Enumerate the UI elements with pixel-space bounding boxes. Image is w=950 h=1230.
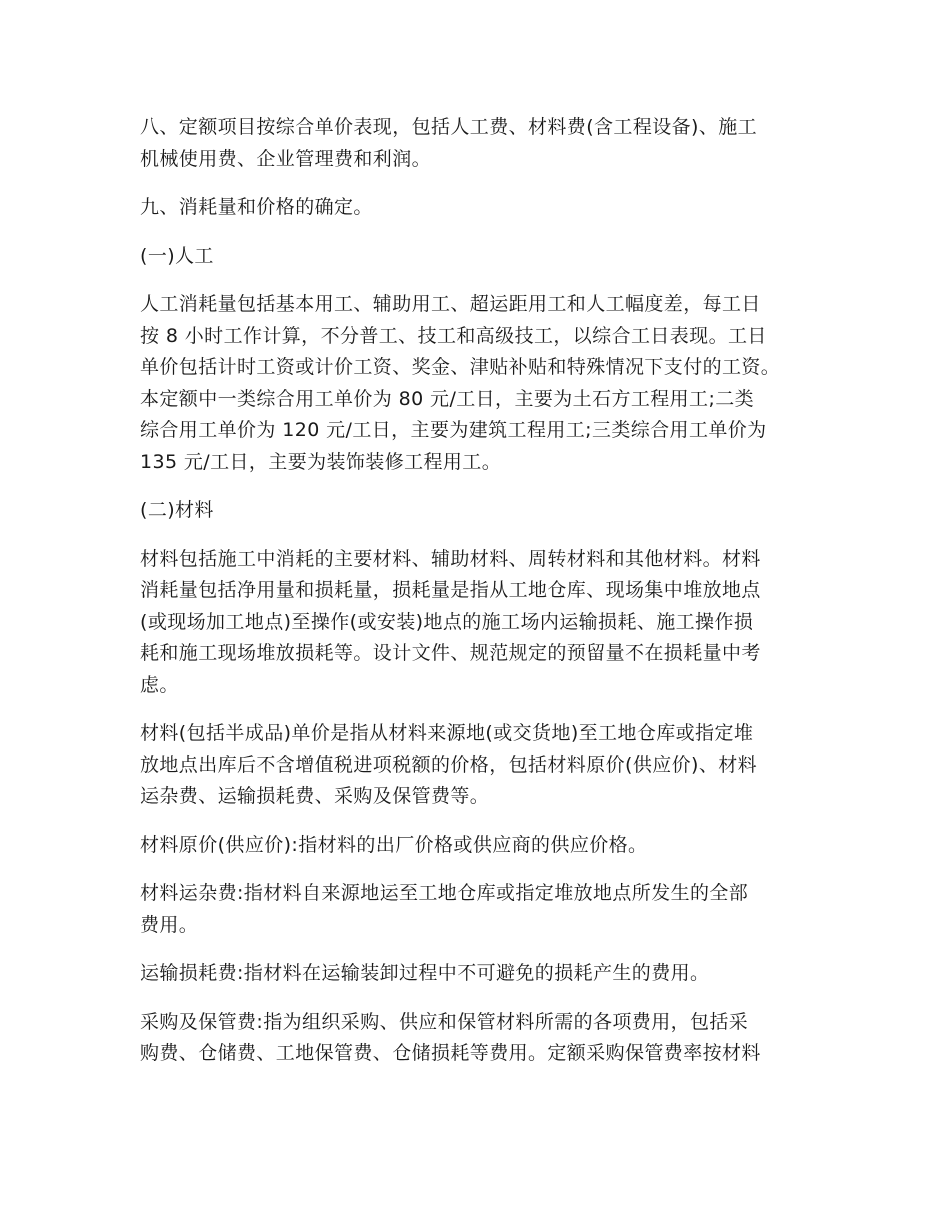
paragraph-labor: [140, 289, 820, 478]
text-line: 材料包括施工中消耗的主要材料、辅助材料、周转材料和其他材料。材料: [140, 547, 761, 570]
text-line: 消耗量包括净用量和损耗量，损耗量是指从工地仓库、现场集中堆放地点: [140, 579, 761, 601]
text-line: (一)人工: [140, 244, 214, 267]
text-line: 135 元/工日，主要为装饰装修工程用工。: [140, 450, 502, 473]
heading-materials: [140, 495, 820, 527]
paragraph-materials: [140, 544, 820, 702]
text-line: 机械使用费、企业管理费和利润。: [140, 147, 432, 170]
text-line: 材料(包括半成品)单价是指从材料来源地(或交货地)至工地仓库或指定堆: [140, 722, 754, 744]
text-line: (或现场加工地点)至操作(或安装)地点的施工场内运输损耗、施工操作损: [140, 610, 754, 633]
text-line: 材料原价(供应价):指材料的出厂价格或供应商的供应价格。: [140, 833, 648, 856]
text-line: 材料运杂费:指材料自来源地运至工地仓库或指定堆放地点所发生的全部: [140, 882, 749, 904]
text-line: 费用。: [140, 913, 199, 936]
text-line: 采购及保管费:指为组织采购、供应和保管材料所需的各项费用，包括采: [140, 1010, 749, 1033]
text-line: 八、定额项目按综合单价表现，包括人工费、材料费(含工程设备)、施工: [140, 116, 758, 138]
text-line: (二)材料: [140, 499, 214, 521]
text-line: 放地点出库后不含增值税进项税额的价格，包括材料原价(供应价)、材料: [140, 753, 758, 776]
text-line: 人工消耗量包括基本用工、辅助用工、超运距用工和人工幅度差，每工日: [140, 293, 761, 315]
text-line: 购费、仓储费、工地保管费、仓储损耗等费用。定额采购保管费率按材料: [140, 1042, 761, 1064]
paragraph-procurement-storage: [140, 1007, 820, 1070]
text-line: 本定额中一类综合用工单价为 80 元/工日，主要为土石方工程用工;二类: [140, 387, 755, 410]
text-line: 耗和施工现场堆放损耗等。设计文件、规范规定的预留量不在损耗量中考: [140, 642, 761, 664]
paragraph-freight: [140, 878, 820, 941]
paragraph-item-9: [140, 192, 820, 224]
text-line: 九、消耗量和价格的确定。: [140, 196, 373, 218]
paragraph-material-unit-price: [140, 718, 820, 813]
text-line: 虑。: [140, 673, 179, 696]
text-line: 综合用工单价为 120 元/工日，主要为建筑工程用工;三类综合用工单价为: [140, 419, 767, 441]
heading-labor: [140, 241, 820, 273]
text-line: 单价包括计时工资或计价工资、奖金、津贴补贴和特殊情况下支付的工资。: [140, 356, 781, 378]
document-page: [140, 112, 820, 1070]
paragraph-original-price: [140, 830, 820, 862]
paragraph-transport-loss: [140, 958, 820, 990]
text-line: 运输损耗费:指材料在运输装卸过程中不可避免的损耗产生的费用。: [140, 962, 710, 984]
paragraph-item-8: [140, 112, 820, 175]
text-line: 按 8 小时工作计算，不分普工、技工和高级技工，以综合工日表现。工日: [140, 324, 767, 347]
text-line: 运杂费、运输损耗费、采购及保管费等。: [140, 785, 490, 807]
